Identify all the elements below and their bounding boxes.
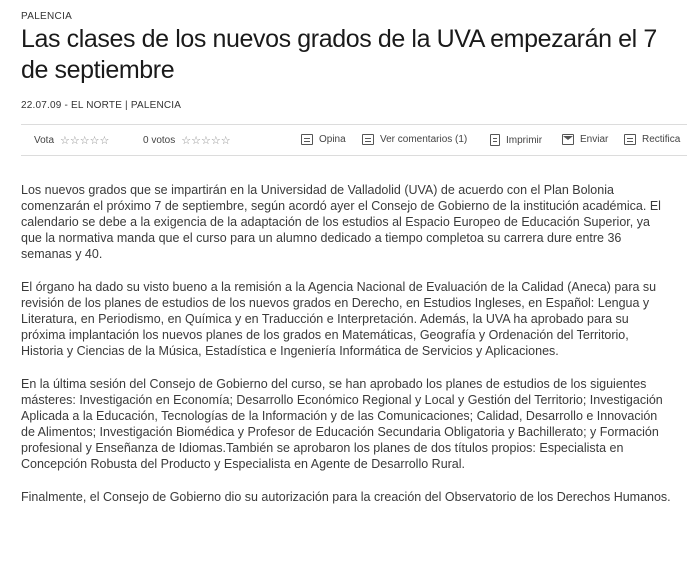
print-label: Imprimir <box>506 134 543 146</box>
article-paragraph: El órgano ha dado su visto bueno a la remisión a la Agencia Nacional de Evaluación de la Calidad (Aneca) para su revisión de los planes de estudios de los nuevos grados en Derecho, en Estudios Ingleses, en Español: Lengua y Literatura, en Periodismo, en Química y en Traducción e Interpretación. Además, la UVA ha aprobado para su próxima implantación los nuevos planes de los grados en Matemáticas, Geografía y Ordenación del Territorio, Historia y Ciencias de la Música, Estadística e Ingeniería Informática de Servicios y Aplicaciones. <box>21 280 657 358</box>
votes-summary <box>143 134 231 147</box>
opina-label: Opina <box>319 134 346 145</box>
article-byline: 22.07.09 - EL NORTE | PALENCIA <box>21 100 182 111</box>
comment-icon <box>301 134 313 145</box>
rectify-button[interactable] <box>624 134 680 145</box>
view-comments-label: Ver comentarios (1) <box>380 134 468 145</box>
section-label[interactable]: PALENCIA <box>21 11 73 22</box>
article-toolbar <box>21 124 687 156</box>
mail-icon <box>562 134 574 145</box>
comments-icon <box>362 134 374 145</box>
send-button[interactable] <box>562 134 608 145</box>
view-comments-button[interactable] <box>362 134 467 145</box>
rectify-label: Rectifica <box>642 134 681 145</box>
votes-count: 0 votos <box>143 135 176 146</box>
print-button[interactable] <box>490 134 542 146</box>
article-paragraph: Finalmente, el Consejo de Gobierno dio su autorización para la creación del Observatorio de los Derechos Humanos. <box>21 490 671 504</box>
article-paragraph: Los nuevos grados que se impartirán en la Universidad de Valladolid (UVA) de acuerdo con el Plan Bolonia comenzarán el próximo 7 de septiembre, según acordó ayer el Consejo de Gobierno de la institución académica. El calendario se debe a la exigencia de la adaptación de los estudios al Espacio Europeo de Educación Superior, ya que la normativa manda que el curso para un alumno dedicado a tiempo completoa su carrera dure entre 36 semanas y 40. <box>21 183 661 261</box>
article-headline: Las clases de los nuevos grados de la UVA empezarán el 7 de septiembre <box>21 25 657 84</box>
article-paragraph: En la última sesión del Consejo de Gobierno del curso, se han aprobado los planes de estudios de los siguientes másteres: Investigación en Economía; Desarrollo Económico Regional y Local y Gestión del Territorio; Investigación Aplicada a la Educación, Tecnologías de la Información y de las Comunicaciones; Calidad, Desarrollo e Innovación de Alimentos; Investigación Biomédica y Profesor de Educación Secundaria Obligatoria y Bachillerato; y Formación profesional y Enseñanza de Idiomas.También se aprobaron los planes de dos títulos propios: Especialista en Concepción Robusta del Producto y Especialista en Agente de Desarrollo Rural. <box>21 377 663 471</box>
vote-label: Vota <box>34 135 55 146</box>
print-icon <box>490 134 500 146</box>
article-body <box>21 182 671 522</box>
vote-widget[interactable] <box>34 134 109 147</box>
send-label: Enviar <box>580 134 609 145</box>
votes-stars-icon: ☆☆☆☆☆ <box>181 135 231 147</box>
edit-icon <box>624 134 636 145</box>
vote-stars-icon[interactable]: ☆☆☆☆☆ <box>60 135 110 147</box>
opina-button[interactable] <box>301 134 346 145</box>
